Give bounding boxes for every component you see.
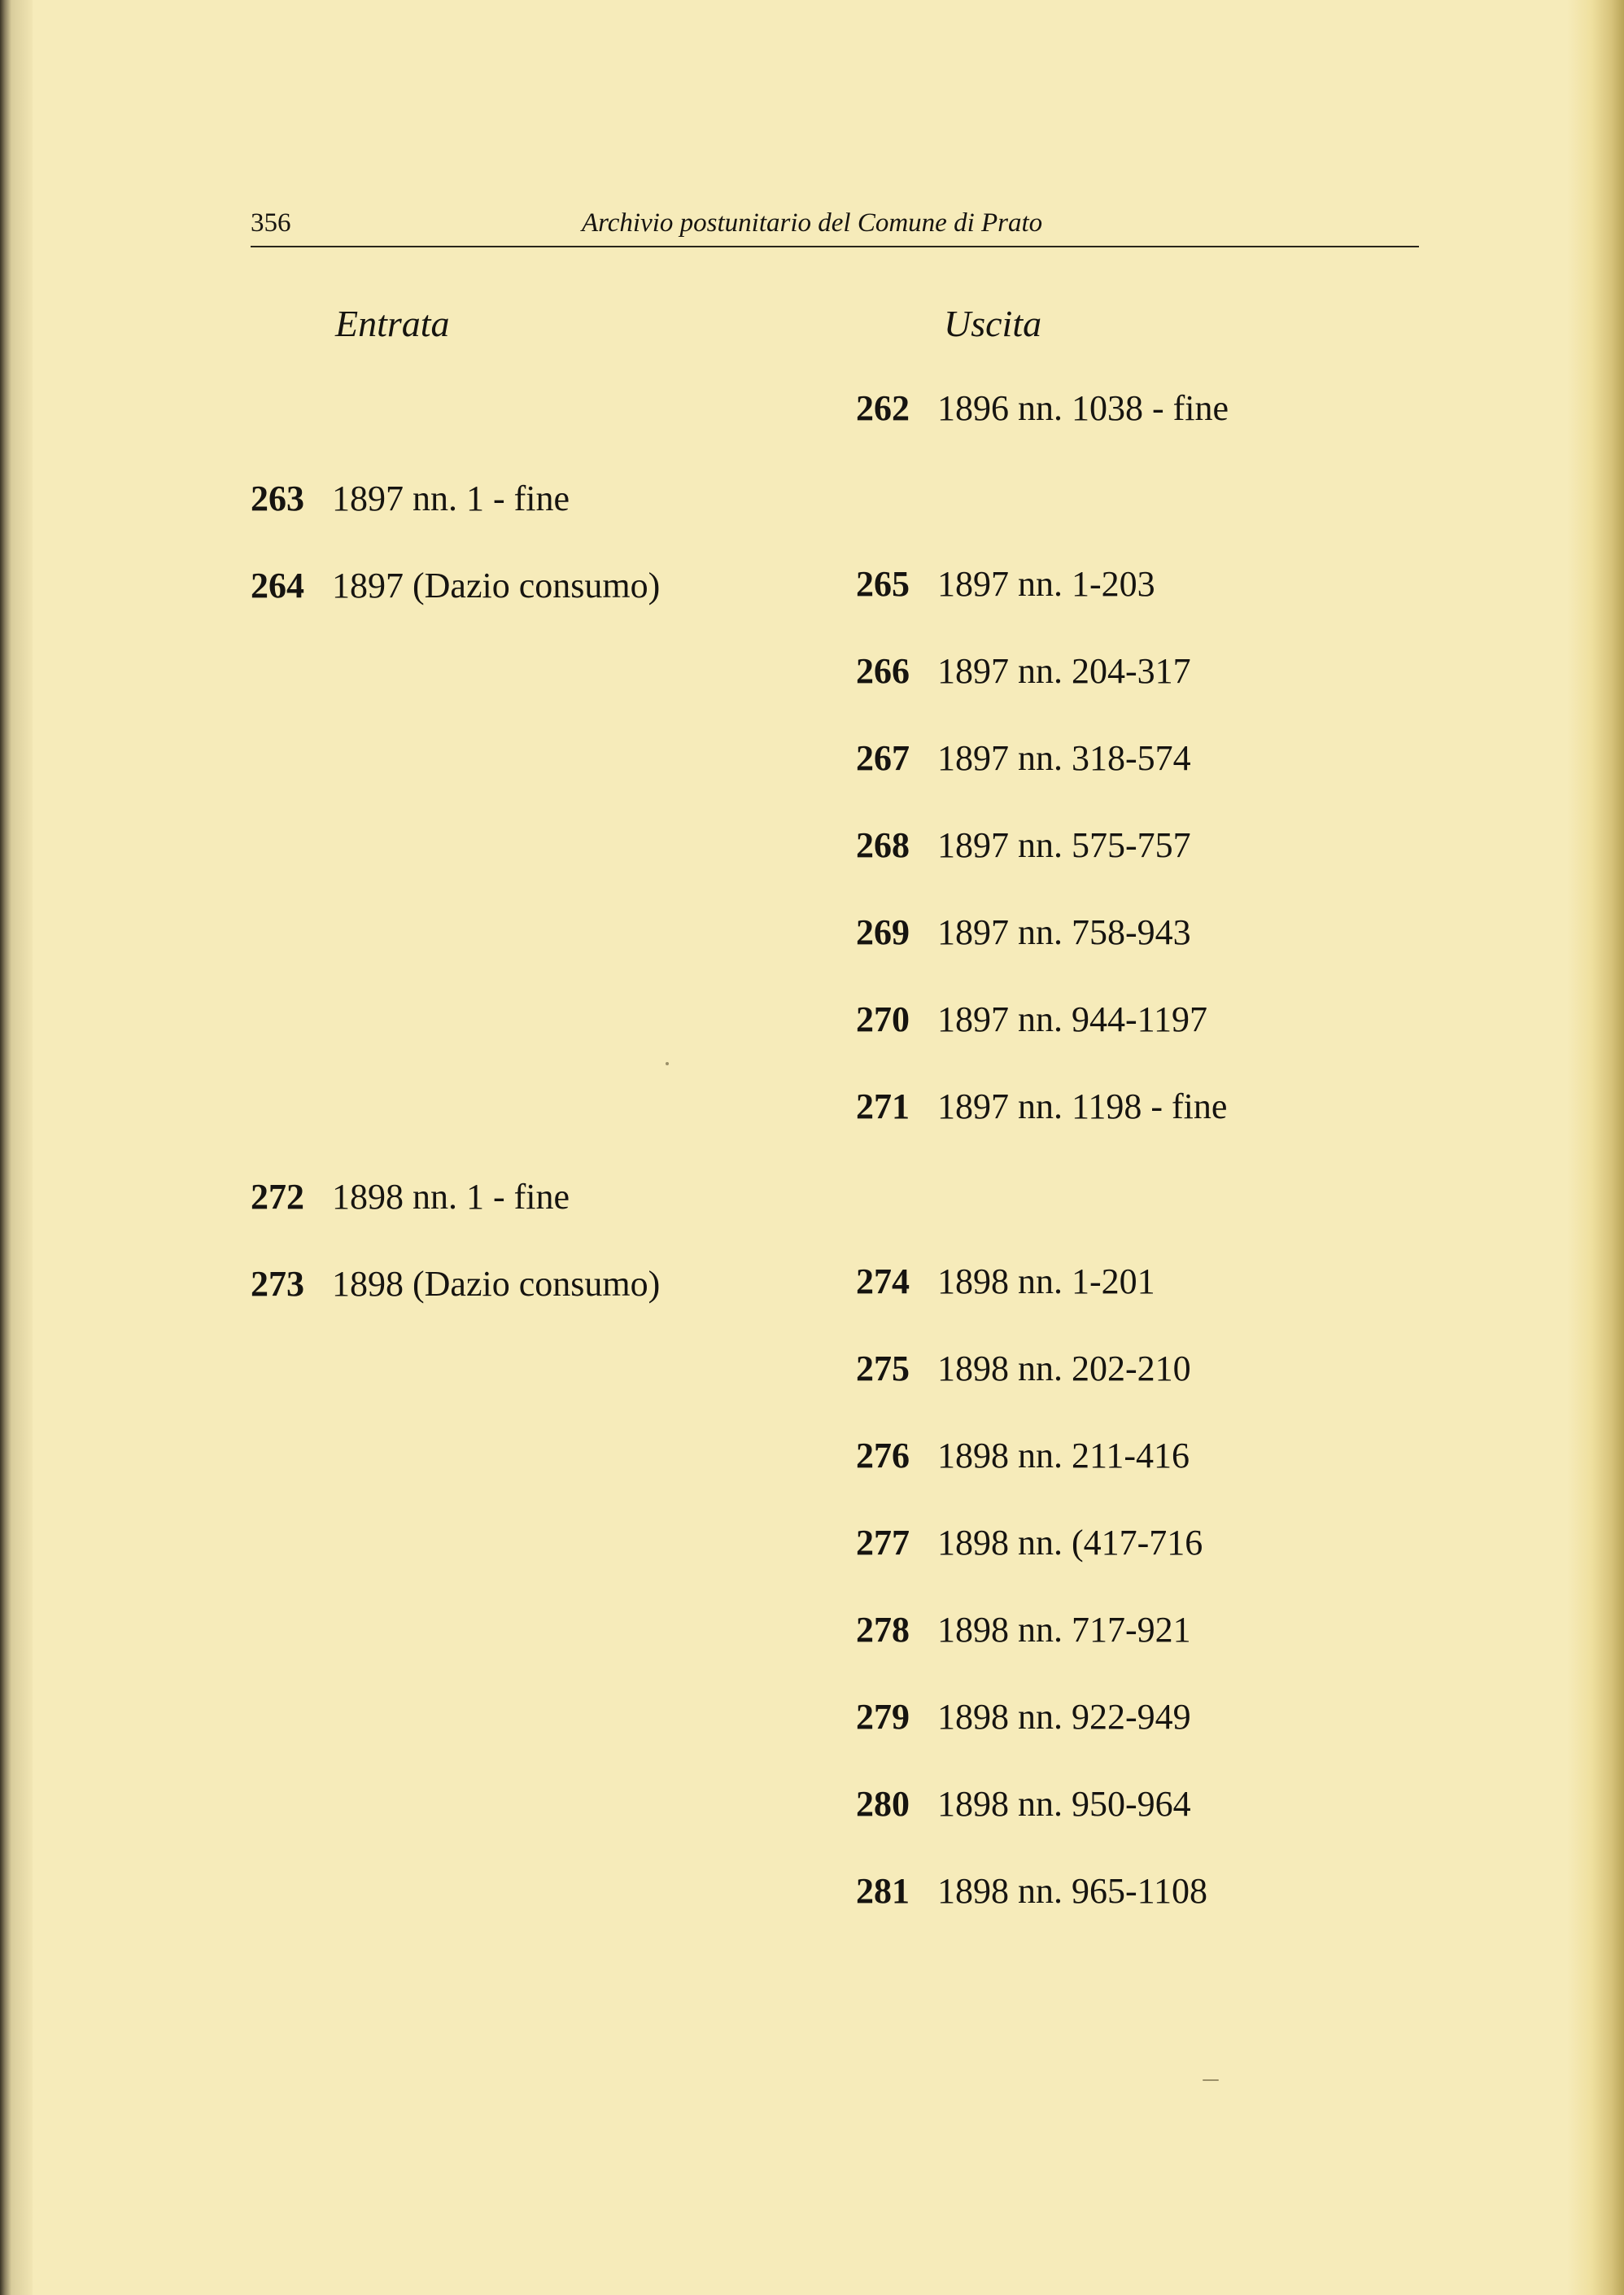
entry-text: 1897 nn. 1198 - fine [937,1086,1228,1126]
entry-number: 268 [856,825,910,865]
entry-text: 1898 nn. 922-949 [937,1697,1191,1737]
entry-number: 273 [251,1264,304,1304]
page-edge-shadow [1567,0,1624,2295]
entry-number: 279 [856,1697,910,1737]
entry-number: 277 [856,1523,910,1563]
uscita-entry [856,1781,1191,1827]
entry-text: 1898 nn. 202-210 [937,1349,1191,1388]
uscita-entry [856,1259,1155,1305]
entry-number: 269 [856,912,910,952]
entry-number: 275 [856,1349,910,1388]
entry-text: 1897 nn. 318-574 [937,738,1191,778]
entry-number: 276 [856,1436,910,1475]
entry-number: 263 [251,479,304,518]
entry-text: 1897 nn. 1-203 [937,564,1155,604]
entry-number: 270 [856,999,910,1039]
uscita-entry [856,997,1207,1043]
entry-number: 267 [856,738,910,778]
column-heading-uscita: Uscita [944,303,1042,344]
entry-number: 278 [856,1610,910,1650]
entry-text: 1896 nn. 1038 - fine [937,388,1229,428]
entrata-entry [251,476,570,522]
page-number: 356 [251,208,291,238]
paper-speck [1203,2079,1219,2081]
entry-text: 1897 nn. 575-757 [937,825,1191,865]
entry-number: 274 [856,1261,910,1301]
uscita-entry [856,562,1155,607]
entry-text: 1898 nn. 211-416 [937,1436,1190,1475]
entry-number: 262 [856,388,910,428]
entry-number: 264 [251,566,304,605]
entry-text: 1897 nn. 204-317 [937,651,1191,691]
entry-text: 1898 nn. 717-921 [937,1610,1191,1650]
uscita-entry [856,1346,1191,1392]
uscita-entry [856,1869,1207,1914]
uscita-entry [856,823,1191,868]
uscita-entry [856,1607,1191,1653]
page-header [251,205,1419,247]
uscita-entry [856,736,1191,781]
entrata-entry [251,1261,660,1307]
entry-text: 1898 nn. 965-1108 [937,1871,1208,1911]
running-title: Archivio postunitario del Comune di Prato [582,208,1043,238]
entry-text: 1897 (Dazio consumo) [332,566,661,605]
entry-text: 1898 nn. 950-964 [937,1784,1191,1824]
uscita-entry [856,1433,1190,1479]
entrata-entry [251,1174,570,1220]
entry-number: 265 [856,564,910,604]
entry-text: 1898 nn. (417-716 [937,1523,1203,1563]
column-heading-entrata: Entrata [335,303,450,344]
entry-text: 1898 nn. 1 - fine [332,1177,570,1217]
entry-number: 281 [856,1871,910,1911]
uscita-entry [856,1520,1203,1566]
uscita-entry [856,1084,1227,1130]
uscita-entry [856,649,1191,694]
uscita-entry [856,1694,1191,1740]
entry-text: 1897 nn. 1 - fine [332,479,570,518]
entry-number: 271 [856,1086,910,1126]
entry-text: 1897 nn. 944-1197 [937,999,1208,1039]
entry-number: 272 [251,1177,304,1217]
uscita-entry [856,910,1191,955]
uscita-entry [856,386,1229,431]
page-binding-shadow [0,0,33,2295]
entry-number: 280 [856,1784,910,1824]
entry-text: 1898 (Dazio consumo) [332,1264,661,1304]
entry-number: 266 [856,651,910,691]
entry-text: 1898 nn. 1-201 [937,1261,1155,1301]
paper-speck [666,1062,669,1065]
entry-text: 1897 nn. 758-943 [937,912,1191,952]
entrata-entry [251,563,660,609]
